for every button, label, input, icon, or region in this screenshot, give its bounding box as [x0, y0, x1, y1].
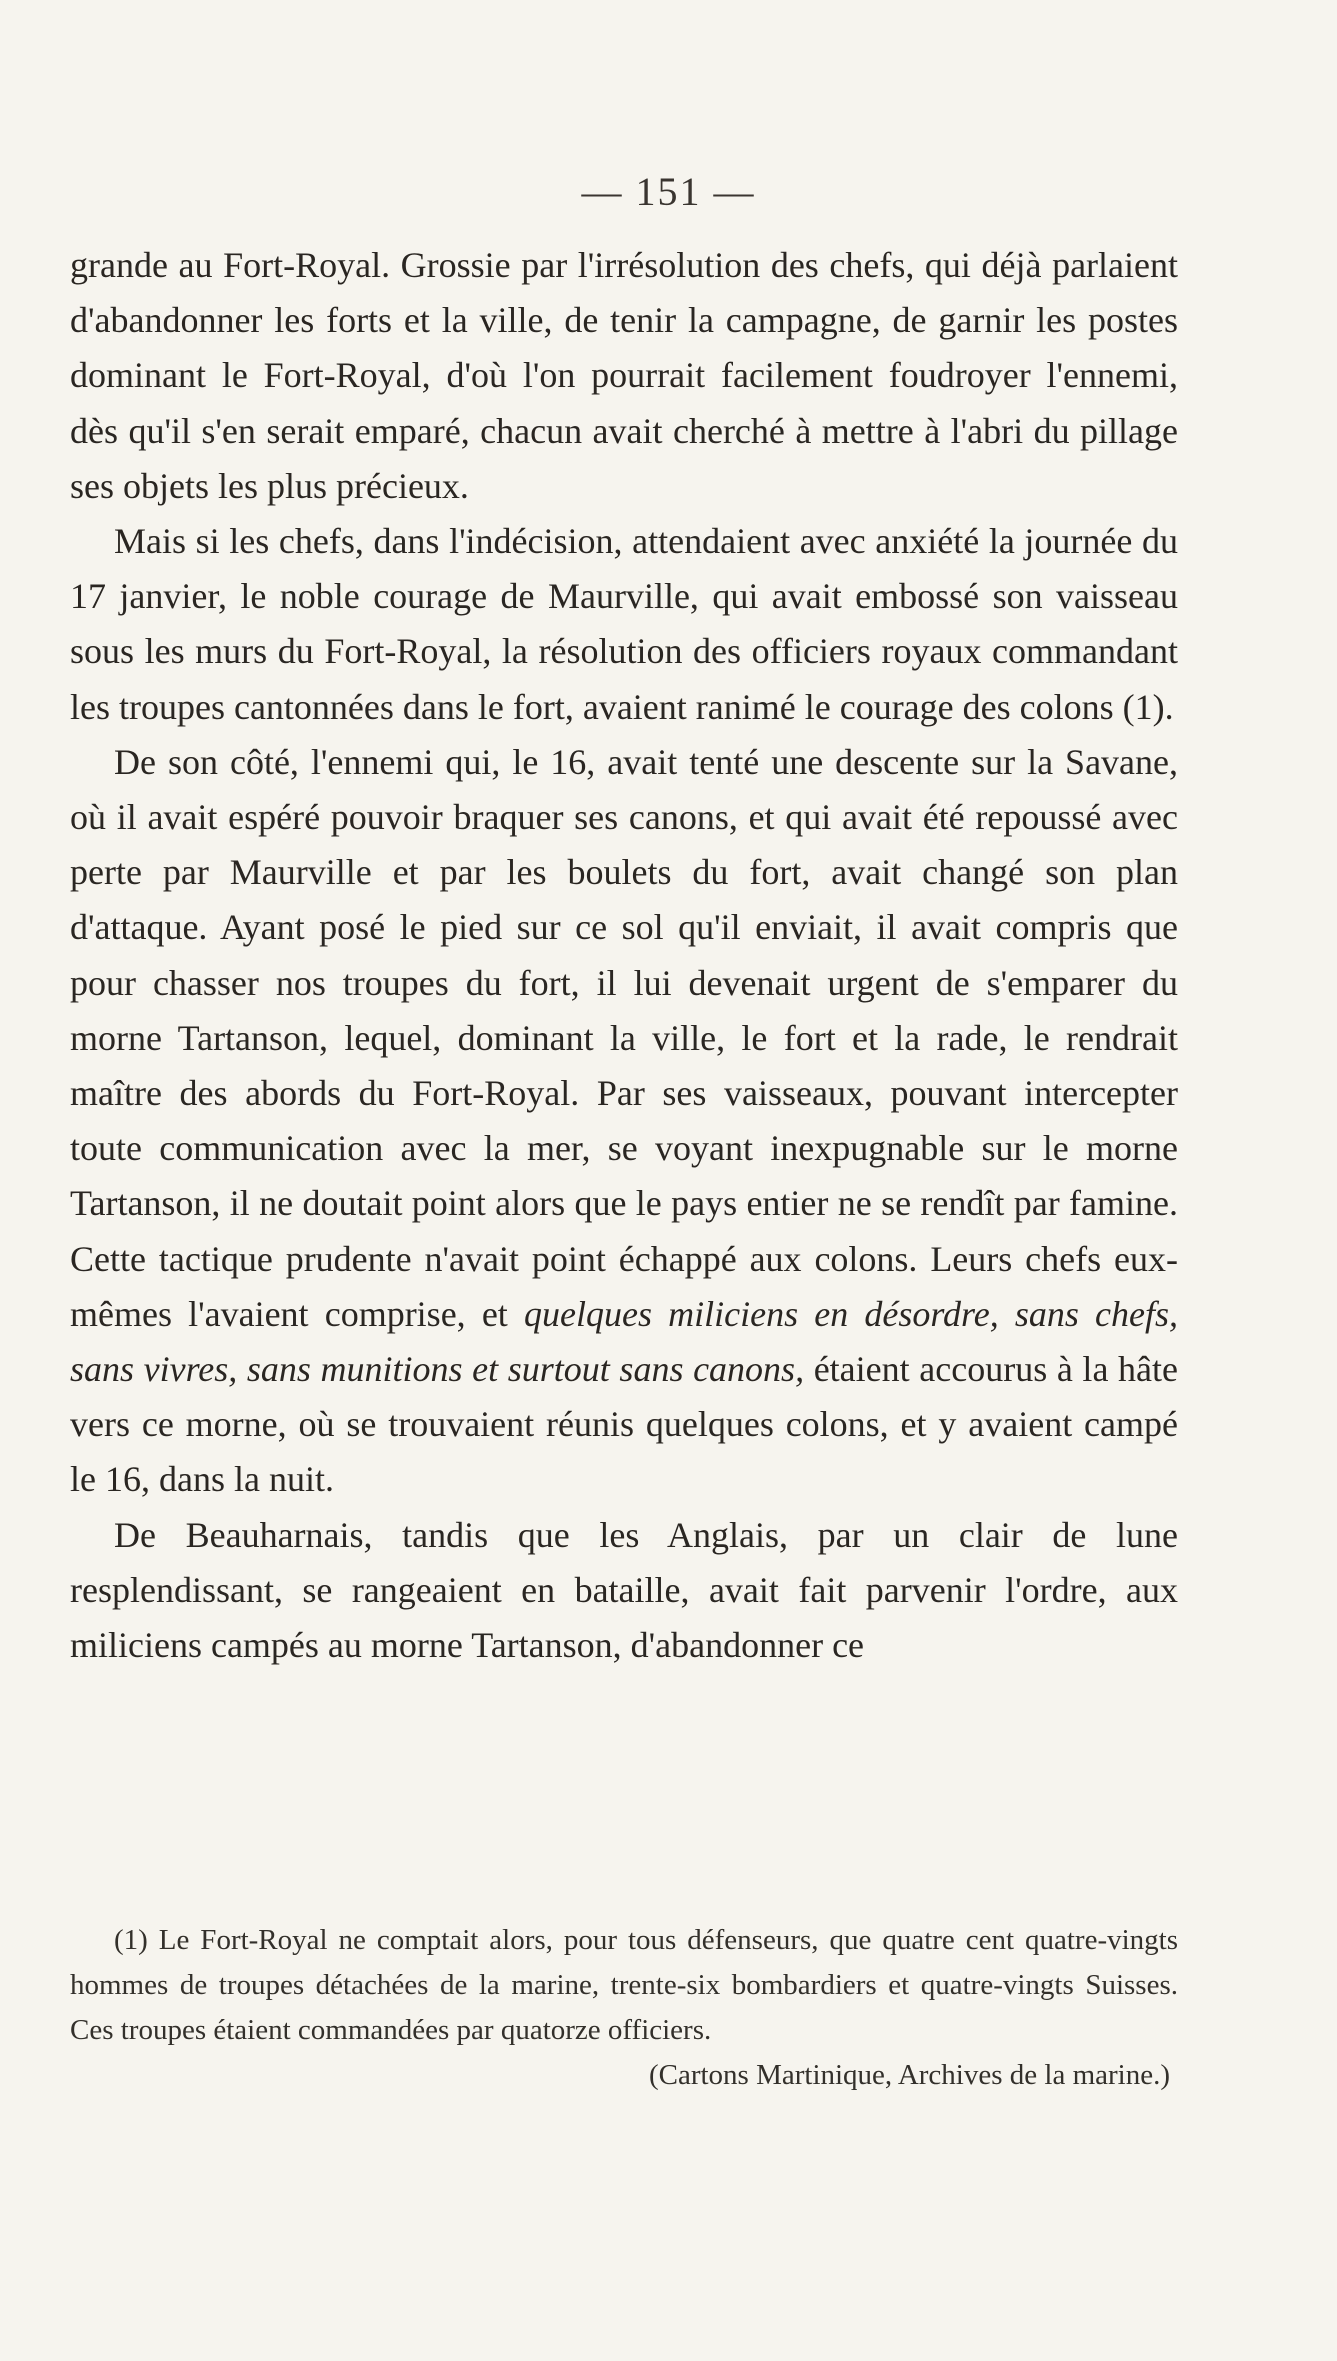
paragraph-ennemi-text-a: De son côté, l'ennemi qui, le 16, avait tenté une descente sur la Savane, où il avait espéré pouvoir braquer ses canons, et qui avait été repoussé avec perte par Maurville et par les boulets du fort, avait changé son plan d'attaque. Ayant posé le pied sur ce sol qu'il enviait, il avait compris que pour chasser nos troupes du fort, il lui devenait urgent de s'emparer du morne Tartanson, lequel, dominant la ville, le fort et la rade, le rendrait maître des abords du Fort-Royal. Par ses vaisseaux, pouvant intercepter toute communication avec la mer, se voyant inexpugnable sur le morne Tartanson, il ne doutait point alors que le pays entier ne se rendît par famine. Cette tactique prudente n'avait point échappé aux colons. Leurs chefs eux-mêmes l'avaient comprise, et	[70, 741, 1178, 1334]
paragraph-ennemi	[70, 735, 1178, 1508]
paragraph-ennemi-text-b: étaient accourus à la hâte vers ce morne, où se trouvaient réunis quelques colons, et y avaient campé le 16, dans la nuit.	[70, 1349, 1179, 1500]
paragraph-beauharnais: De Beauharnais, tandis que les Anglais, par un clair de lune resplendissant, se rangeaient en bataille, avait fait parvenir l'ordre, aux miliciens campés au morne Tartanson, d'abandonner ce	[70, 1514, 1178, 1666]
footnote-text: (1) Le Fort-Royal ne comptait alors, pour tous défenseurs, que quatre cent quatre-vingts hommes de troupes détachées de la marine, trente-six bombardiers et quatre-vingts Suisses. Ces troupes étaient commandées par quatorze officiers.	[70, 1924, 1178, 2046]
paragraph-ennemi-italic: quelques miliciens en désordre, sans chefs, sans vivres, sans munitions et surtout sans canons,	[70, 1293, 1178, 1390]
main-text	[70, 238, 1178, 1673]
paragraph-continued: grande au Fort-Royal. Grossie par l'irrésolution des chefs, qui déjà parlaient d'abandonner les forts et la ville, de tenir la campagne, de garnir les postes dominant le Fort-Royal, d'où l'on pourrait facilement foudroyer l'ennemi, dès qu'il s'en serait emparé, chacun avait cherché à mettre à l'abri du pillage ses objets les plus précieux.	[70, 245, 1178, 506]
footnote	[70, 1918, 1178, 2098]
page-number: — 151 —	[581, 169, 756, 214]
footnote-source: (Cartons Martinique, Archives de la marine.)	[648, 2059, 1170, 2091]
paragraph-maurville: Mais si les chefs, dans l'indécision, attendaient avec anxiété la journée du 17 janvier, le noble courage de Maurville, qui avait embossé son vaisseau sous les murs du Fort-Royal, la résolution des officiers royaux commandant les troupes cantonnées dans le fort, avaient ranimé le courage des colons (1).	[70, 521, 1178, 727]
